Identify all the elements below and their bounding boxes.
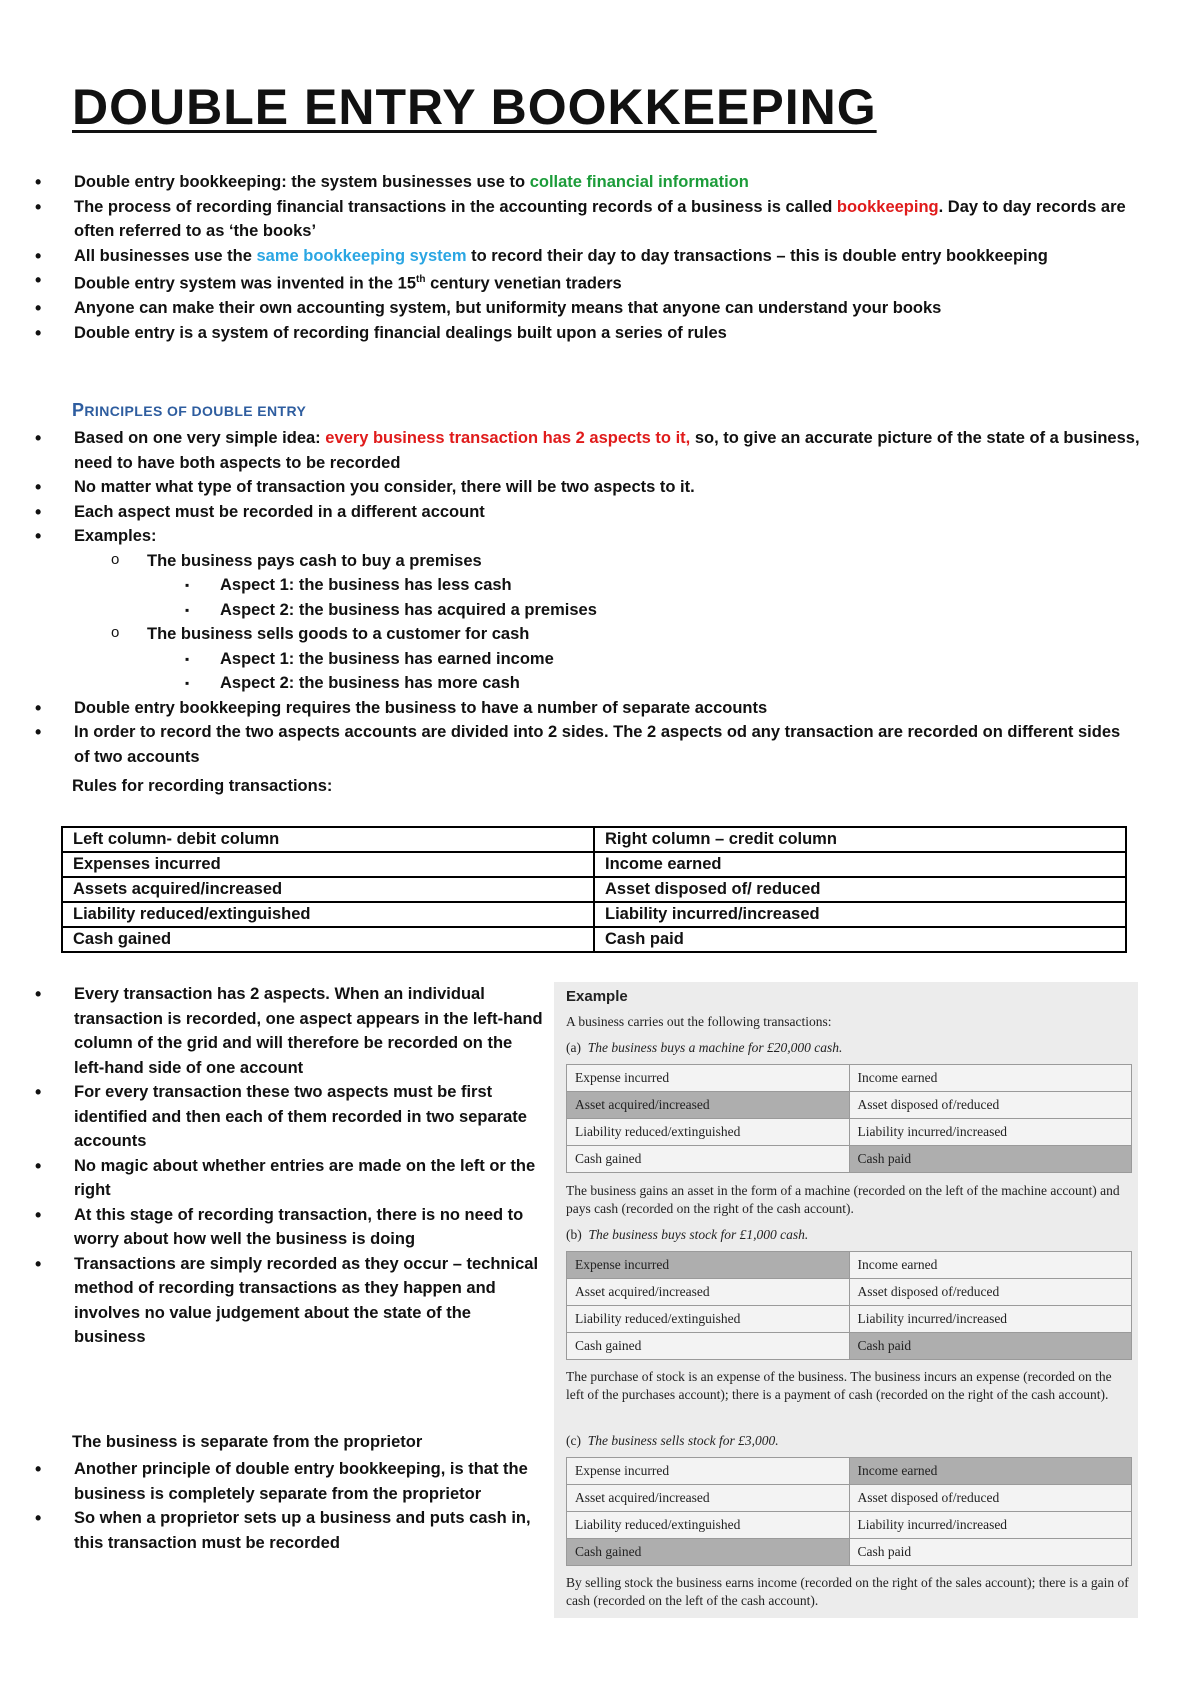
list-item: ▪ Aspect 2: the business has acquired a premises [0, 598, 1140, 623]
list-item: • In order to record the two aspects accounts are divided into 2 sides. The 2 aspects od any transaction are recorded on different sides of two accounts [0, 720, 1140, 769]
list-item: ▪ Aspect 1: the business has earned income [0, 647, 1140, 672]
table-row: Liability reduced/extinguished Liability incurred/increased [567, 1512, 1132, 1539]
table-row: Left column- debit column Right column – credit column [62, 827, 1126, 852]
list-item: • Double entry is a system of recording financial dealings built upon a series of rules [0, 321, 1140, 346]
example-note-b: The purchase of stock is an expense of the business. The business incurs an expense (recorded on the left of the purchases account); there is a payment of cash (recorded on the right of the cash account). [566, 1369, 1112, 1402]
list-item: • Double entry bookkeeping requires the business to have a number of separate accounts [0, 696, 1140, 721]
table-row: Assets acquired/increased Asset disposed of/ reduced [62, 877, 1126, 902]
principles-list [0, 426, 1140, 769]
example-intro: A business carries out the following transactions: [566, 1014, 832, 1029]
list-item: • Double entry system was invented in the 15th century venetian traders [0, 268, 1140, 296]
rules-label: Rules for recording transactions: [72, 777, 333, 795]
example-title: Example [566, 988, 628, 1005]
list-item: • Anyone can make their own accounting system, but uniformity means that anyone can understand your books [0, 296, 1140, 321]
section-heading-principles: PRINCIPLES OF DOUBLE ENTRY [72, 400, 307, 420]
table-row: Liability reduced/extinguished Liability incurred/increased [62, 902, 1126, 927]
table-row: Asset acquired/increased Asset disposed of/reduced [567, 1092, 1132, 1119]
list-item: o The business pays cash to buy a premises [0, 549, 1140, 574]
example-case-a: (a) The business buys a machine for £20,000 cash. [566, 1040, 843, 1055]
list-item: • All businesses use the same bookkeeping system to record their day to day transactions – this is double entry bookkeeping [0, 244, 1140, 269]
list-item: • Examples: [0, 524, 1140, 549]
example-grid-b [566, 1251, 1132, 1360]
intro-bullet-list [0, 170, 1140, 345]
example-grid-c [566, 1457, 1132, 1566]
list-item: • So when a proprietor sets up a business and puts cash in, this transaction must be recorded [0, 1506, 545, 1555]
table-row: Asset acquired/increased Asset disposed of/reduced [567, 1485, 1132, 1512]
table-row: Cash gained Cash paid [567, 1146, 1132, 1173]
example-note-a: The business gains an asset in the form of a machine (recorded on the left of the machine account) and pays cash (recorded on the right of the cash account). [566, 1183, 1120, 1216]
separate-entity-heading: The business is separate from the proprietor [72, 1433, 423, 1451]
list-item: • For every transaction these two aspects must be first identified and then each of them recorded in two separate accounts [0, 1080, 545, 1154]
table-row: Liability reduced/extinguished Liability incurred/increased [567, 1306, 1132, 1333]
example-case-c: (c) The business sells stock for £3,000. [566, 1433, 779, 1448]
page-title: DOUBLE ENTRY BOOKKEEPING [72, 79, 877, 135]
table-row: Expenses incurred Income earned [62, 852, 1126, 877]
list-item: ▪ Aspect 2: the business has more cash [0, 671, 1140, 696]
list-item: • No matter what type of transaction you consider, there will be two aspects to it. [0, 475, 1140, 500]
example-note-c: By selling stock the business earns income (recorded on the right of the sales account); there is a gain of cash (recorded on the left of the cash account). [566, 1575, 1129, 1608]
list-item: • Double entry bookkeeping: the system businesses use to collate financial information [0, 170, 1140, 195]
table-row: Expense incurred Income earned [567, 1065, 1132, 1092]
separate-entity-list [0, 1457, 545, 1555]
list-item: • The process of recording financial transactions in the accounting records of a business is called bookkeeping. Day to day records are often referred to as ‘the books’ [0, 195, 1140, 244]
list-item: • Another principle of double entry bookkeeping, is that the business is completely separate from the proprietor [0, 1457, 545, 1506]
table-row: Liability reduced/extinguished Liability incurred/increased [567, 1119, 1132, 1146]
example-figure [554, 982, 1138, 1618]
list-item: ▪ Aspect 1: the business has less cash [0, 573, 1140, 598]
table-row: Expense incurred Income earned [567, 1252, 1132, 1279]
rules-table [61, 826, 1127, 953]
transaction-notes-list [0, 982, 545, 1350]
example-grid-a [566, 1064, 1132, 1173]
list-item: • Transactions are simply recorded as they occur – technical method of recording transactions as they happen and involves no value judgement about the state of the business [0, 1252, 545, 1350]
list-item: • At this stage of recording transaction, there is no need to worry about how well the business is doing [0, 1203, 545, 1252]
list-item: o The business sells goods to a customer for cash [0, 622, 1140, 647]
table-row: Cash gained Cash paid [567, 1539, 1132, 1566]
list-item: • Based on one very simple idea: every business transaction has 2 aspects to it, so, to give an accurate picture of the state of a business, need to have both aspects to be recorded [0, 426, 1140, 475]
table-row: Cash gained Cash paid [62, 927, 1126, 952]
list-item: • Every transaction has 2 aspects. When an individual transaction is recorded, one aspect appears in the left-hand column of the grid and will therefore be recorded on the left-hand side of one account [0, 982, 545, 1080]
table-row: Expense incurred Income earned [567, 1458, 1132, 1485]
table-row: Cash gained Cash paid [567, 1333, 1132, 1360]
example-case-b: (b) The business buys stock for £1,000 cash. [566, 1227, 809, 1242]
list-item: • Each aspect must be recorded in a different account [0, 500, 1140, 525]
list-item: • No magic about whether entries are made on the left or the right [0, 1154, 545, 1203]
table-row: Asset acquired/increased Asset disposed of/reduced [567, 1279, 1132, 1306]
